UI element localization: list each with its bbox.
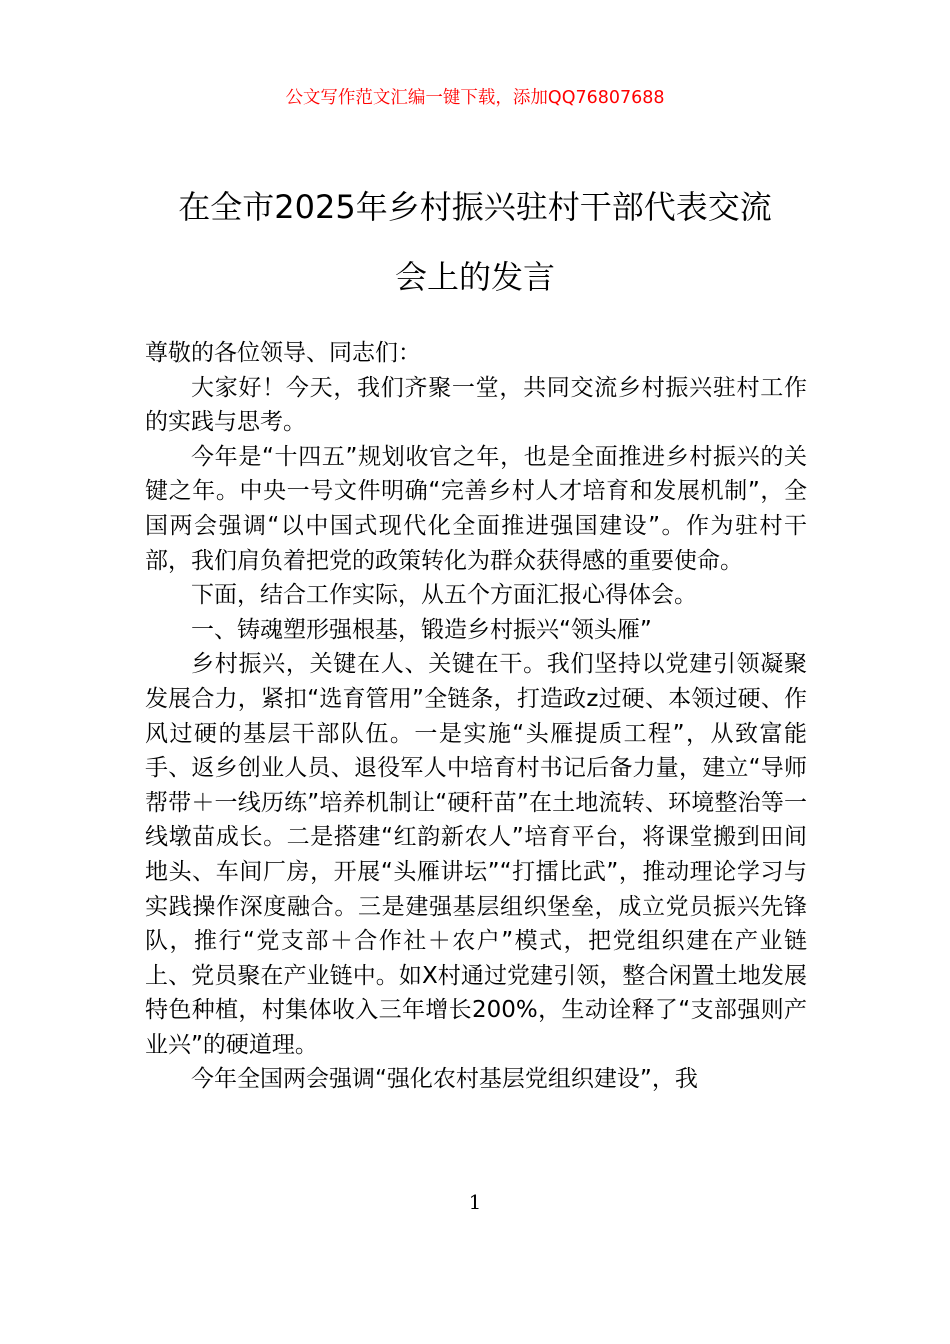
section-heading-1: 一、铸魂塑形强根基，锻造乡村振兴“领头雁” xyxy=(191,616,652,643)
title-line-2: 会上的发言 xyxy=(394,258,555,296)
document-title xyxy=(120,172,830,312)
title-line-1: 在全市2025年乡村振兴驻村干部代表交流 xyxy=(178,188,772,226)
paragraph-greeting: 大家好！今天，我们齐聚一堂，共同交流乡村振兴驻村工作的实践与思考。 xyxy=(145,374,807,436)
paragraph-continuation: 今年全国两会强调“强化农村基层党组织建设”，我 xyxy=(191,1066,698,1093)
paragraph-section-1: 乡村振兴，关键在人、关键在干。我们坚持以党建引领凝聚发展合力，紧扣“选育管用”全链条，打造政z过硬、本领过硬、作风过硬的基层干部队伍。一是实施“头雁提质工程”，从致富能手、返乡创业人员、退役军人中培育村书记后备力量，建立“导师帮带＋一线历练”培养机制让“硬秆苗”在土地流转、环境整治等一线墩苗成长。二是搭建“红韵新农人”培育平台，将课堂搬到田间地头、车间厂房，开展“头雁讲坛”“打擂比武”，推动理论学习与实践操作深度融合。三是建强基层组织堡垒，成立党员振兴先锋队，推行“党支部＋合作社＋农户”模式，把党组织建在产业链上、党员聚在产业链中。如X村通过党建引领，整合闲置土地发展特色种植，村集体收入三年增长200%，生动诠释了“支部强则产业兴”的硬道理。 xyxy=(145,651,807,1058)
salutation: 尊敬的各位领导、同志们： xyxy=(145,340,421,366)
download-notice: 公文写作范文汇编一键下载，添加QQ76807688 xyxy=(285,88,665,108)
paragraph-background: 今年是“十四五”规划收官之年，也是全面推进乡村振兴的关键之年。中央一号文件明确“完善乡村人才培育和发展机制”，全国两会强调“以中国式现代化全面推进强国建设”。作为驻村干部，我们肩负着把党的政策转化为群众获得感的重要使命。 xyxy=(145,443,807,574)
document-body xyxy=(145,336,807,1097)
page-number: 1 xyxy=(468,1190,482,1214)
paragraph-outline: 下面，结合工作实际，从五个方面汇报心得体会。 xyxy=(191,582,697,609)
